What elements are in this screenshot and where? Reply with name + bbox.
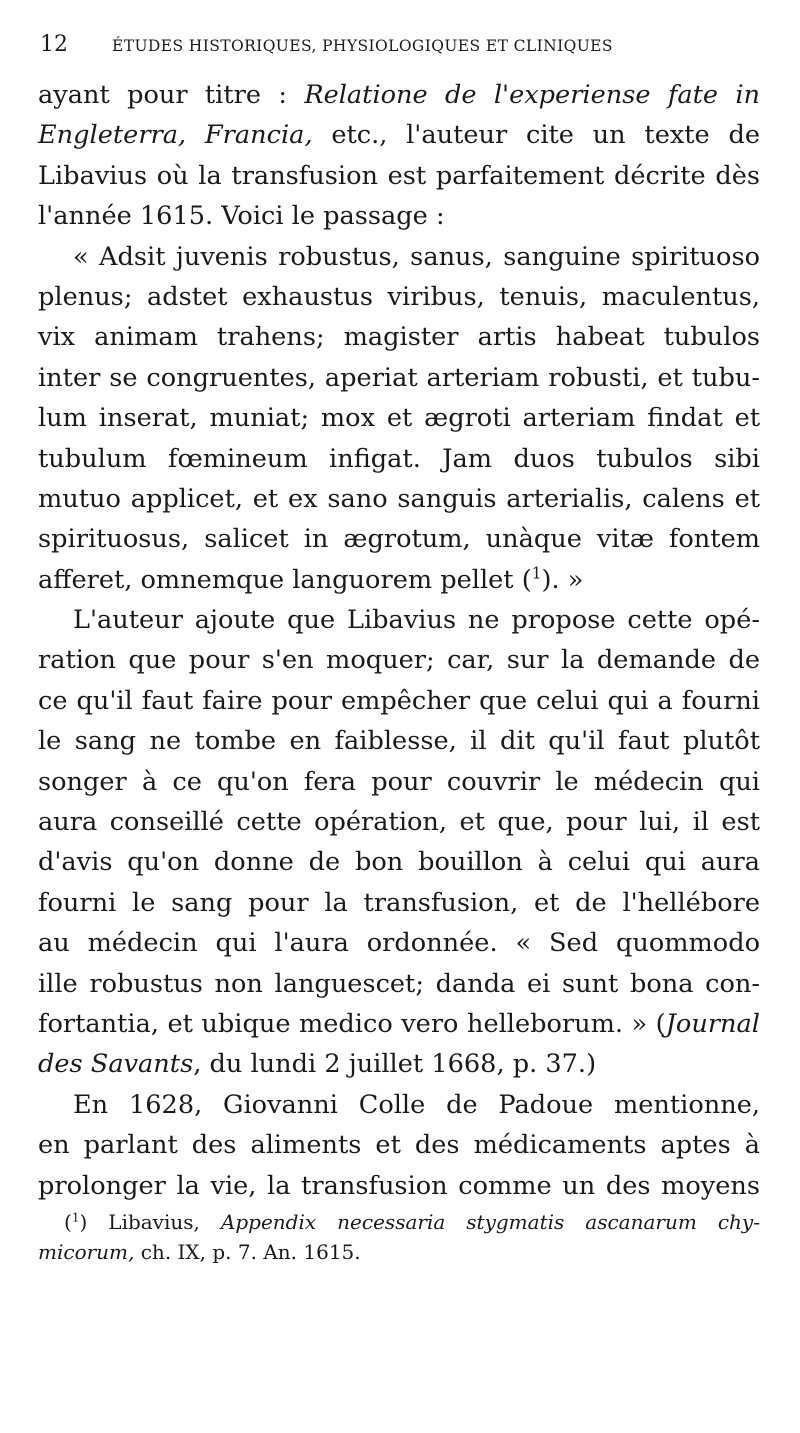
footnote-marker: ( [64,1210,72,1234]
text-line: le sang ne tombe en faiblesse, il dit qu'il faut plutôt [38,726,760,757]
text-line: L'auteur ajoute que Libavius ne propose cette opé- [73,605,760,636]
text-line [38,1004,760,1044]
page-number: 12 [40,32,68,57]
running-title: ÉTUDES HISTORIQUES, PHYSIOLOGIQUES ET CLINIQUES [112,37,613,55]
text-line [38,75,760,115]
text-line: En 1628, Giovanni Colle de Padoue mentionne, [73,1089,760,1120]
text-line [38,115,760,155]
text-span: , du lundi 2 juillet 1668, p. 37.) [193,1049,597,1080]
text-line: ille robustus non languescet; danda ei sunt bona con- [38,968,760,999]
text-line: plenus; adstet exhaustus viribus, tenuis, maculentus, [38,281,760,312]
text-span: ayant pour titre : [38,80,305,110]
italic-title: Relatione de l'experiense fate in [304,80,760,110]
footnote-marker: ) [79,1210,109,1234]
text-span: ch. IX, p. 7. An. 1615. [134,1240,361,1264]
text-line: spirituosus, salicet in ægrotum, unàque vitæ fontem [38,524,760,555]
text-line: lum inserat, muniat; mox et ægroti arteriam findat et [38,403,760,434]
text-span: Libavius, [108,1210,221,1234]
text-span: etc., l'auteur cite un texte de [312,120,760,151]
text-line: « Adsit juvenis robustus, sanus, sanguine spirituoso [73,241,760,272]
text-line [38,1044,760,1084]
text-line: d'avis qu'on donne de bon bouillon à celui qui aura [38,847,760,878]
text-line: mutuo applicet, et ex sano sanguis arterialis, calens et [38,483,760,514]
footnote-line [38,1207,760,1237]
text-line: aura conseillé cette opération, et que, pour lui, il est [38,807,760,838]
footnotes [38,1207,760,1267]
text-span: ). » [541,564,584,595]
italic-title: Journal [665,1008,760,1039]
running-head [40,30,760,61]
footnote-marker-number: 1 [71,1210,80,1225]
text-line: au médecin qui l'aura ordonnée. « Sed quommodo [38,928,760,959]
italic-title: Engleterra, Francia, [38,120,313,151]
text-line: Libavius où la transfusion est parfaitement décrite dès [38,160,760,191]
footnote-line [38,1237,760,1267]
text-line: tubulum fœmineum infigat. Jam duos tubulos sibi [38,443,760,474]
text-line: prolonger la vie, la transfusion comme un des moyens [38,1170,760,1201]
text-line: songer à ce qu'on fera pour couvrir le médecin qui [38,766,760,797]
body-text [38,75,760,1206]
text-line: ration que pour s'en moquer; car, sur la demande de [38,645,760,676]
italic-title: des Savants [38,1049,194,1080]
italic-title: Appendix necessaria stygmatis ascanarum chy- [220,1210,760,1234]
text-line: l'année 1615. Voici le passage : [38,201,445,232]
text-line [38,560,760,600]
footnote-ref: 1 [531,564,542,583]
text-span: afferet, omnemque languorem pellet ( [38,564,532,595]
text-line: en parlant des aliments et des médicaments aptes à [38,1130,760,1161]
italic-title: micorum, [38,1240,135,1264]
text-span: fortantia, et ubique medico vero helleborum. » ( [38,1008,666,1039]
text-line: inter se congruentes, aperiat arteriam robusti, et tubu- [38,362,760,393]
text-line: fourni le sang pour la transfusion, et de l'hellébore [38,887,760,918]
text-line: ce qu'il faut faire pour empêcher que celui qui a fourni [38,685,760,716]
text-line: vix animam trahens; magister artis habeat tubulos [38,322,760,353]
